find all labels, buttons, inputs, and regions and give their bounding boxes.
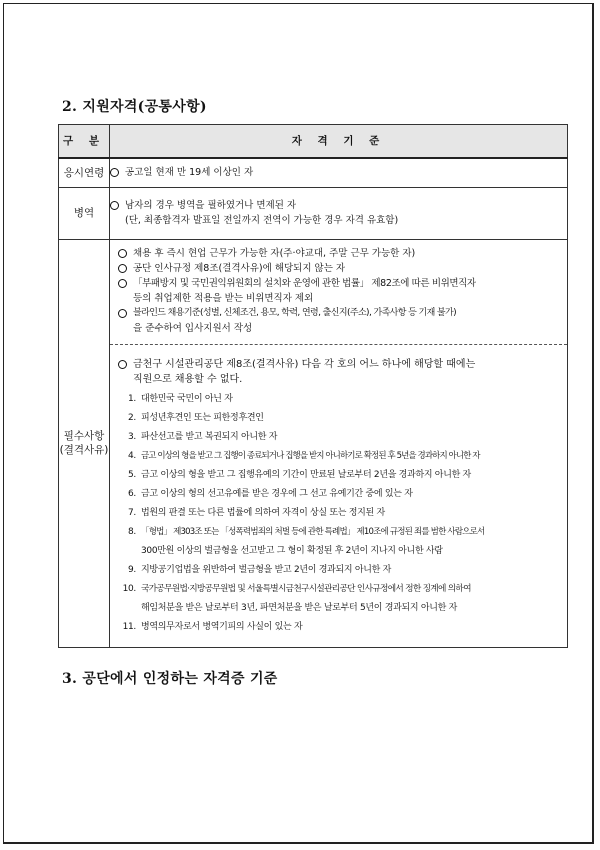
qualification-table	[58, 124, 568, 648]
disq-intro	[118, 357, 561, 372]
disq-num: 9.	[128, 564, 136, 575]
category-required-line2: (결격사유)	[59, 444, 109, 456]
disq-text: 금고 이상의 형의 선고유예를 받은 경우에 그 선고 유예기간 중에 있는 자	[141, 488, 413, 499]
category-required	[59, 239, 110, 647]
military-note: (단, 최종합격자 발표일 전일까지 전역이 가능한 경우 자격 유효함)	[125, 215, 399, 226]
disq-text: 지방공기업법을 위반하여 벌금형을 받고 2년이 경과되지 아니한 자	[141, 564, 391, 575]
section-3-title: 3. 공단에서 인정하는 자격증 기준	[62, 671, 278, 687]
disq-num: 11.	[122, 621, 136, 632]
required-bullet-text: 「부패방지 및 국민권익위원회의 설치와 운영에 관한 법률」 제82조에 따른 비위면직자	[133, 277, 476, 289]
disq-item	[118, 466, 561, 485]
disq-text: 파산선고를 받고 복권되지 아니한 자	[141, 431, 278, 442]
disq-text: 「형법」 제303조 또는 「성폭력범죄의 처벌 등에 관한 특례법」 제10조에 규정된 죄를 범한 사람으로서	[141, 526, 485, 537]
disq-intro-text: 금천구 시설관리공단 제8조(결격사유) 다음 각 호의 어느 하나에 해당할 때에는	[133, 358, 476, 370]
disq-item	[118, 580, 561, 599]
section-2-title: 2. 지원자격(공통사항)	[62, 99, 207, 115]
circle-bullet-icon	[118, 249, 127, 258]
disq-text: 금고 이상의 형을 받고 그 집행유예의 기간이 만료된 날로부터 2년을 경과하지 아니한 자	[141, 469, 471, 480]
category-required-line1: 필수사항	[63, 430, 105, 442]
disq-text: 피성년후견인 또는 피한정후견인	[141, 412, 264, 423]
criteria-age	[110, 158, 568, 187]
disq-text: 법원의 판결 또는 다른 법률에 의하여 자격이 상실 또는 정지된 자	[141, 507, 385, 518]
disq-text-cont: 300만원 이상의 벌금형을 선고받고 그 형이 확정된 후 2년이 지나지 아니한 사람	[141, 545, 443, 556]
required-bullet-cont: 등의 취업제한 적용을 받는 비위면직자 제외	[133, 292, 314, 304]
disq-text: 대한민국 국민이 아닌 자	[141, 393, 233, 404]
row-military	[59, 187, 568, 239]
disqualification-block	[110, 344, 567, 647]
row-age	[59, 158, 568, 187]
disq-item	[118, 561, 561, 580]
required-bullet-text: 블라인드 채용기준(성별, 신체조건, 용모, 학력, 연령, 출신지(주소), 가족사항 등 기재 불가)	[133, 307, 457, 318]
table-header-row	[59, 125, 568, 159]
disq-item	[118, 618, 561, 637]
circle-bullet-icon	[118, 309, 127, 318]
criteria-required	[110, 239, 568, 647]
disq-item	[118, 485, 561, 504]
disq-item	[118, 504, 561, 523]
circle-bullet-icon	[118, 279, 127, 288]
disq-item	[118, 447, 561, 466]
disq-num: 2.	[128, 412, 136, 423]
disq-num: 6.	[128, 488, 136, 499]
required-bullet-cont: 을 준수하여 입사지원서 작성	[133, 322, 253, 334]
criteria-military	[110, 187, 568, 239]
row-required	[59, 239, 568, 647]
circle-bullet-icon	[118, 264, 127, 273]
list-item	[110, 165, 567, 180]
disq-intro-cont: 직원으로 채용할 수 없다.	[133, 373, 243, 385]
disq-num: 10.	[122, 583, 136, 594]
circle-bullet-icon	[110, 201, 119, 210]
header-category: 구 분	[59, 125, 110, 159]
disq-num: 8.	[128, 526, 136, 537]
disq-num: 7.	[128, 507, 136, 518]
disq-num: 4.	[128, 450, 136, 461]
disq-num: 5.	[128, 469, 136, 480]
disq-num: 1.	[128, 393, 136, 404]
category-military: 병역	[59, 187, 110, 239]
disq-text: 병역의무자로서 병역기피의 사실이 있는 자	[141, 621, 303, 632]
required-bullet-text: 공단 인사규정 제8조(결격사유)에 해당되지 않는 자	[133, 262, 346, 274]
disq-text-cont: 해임처분을 받은 날로부터 3년, 파면처분을 받은 날로부터 5년이 경과되지 아니한 자	[141, 602, 458, 613]
disq-item	[118, 523, 561, 542]
list-item	[110, 198, 567, 213]
military-text: 남자의 경우 병역을 필하였거나 면제된 자	[125, 200, 297, 211]
header-criteria: 자 격 기 준	[110, 125, 568, 159]
list-item	[118, 306, 561, 321]
disq-item	[118, 428, 561, 447]
age-text: 공고일 현재 만 19세 이상인 자	[125, 167, 254, 179]
disq-item	[118, 409, 561, 428]
disq-text: 금고 이상의 형을 받고 그 집행이 종료되거나 집행을 받지 아니하기로 확정된 후 5년을 경과하지 아니한 자	[141, 450, 480, 461]
category-age: 응시연령	[59, 158, 110, 187]
disq-text: 국가공무원법·지방공무원법 및 서울특별시금천구시설관리공단 인사규정에서 정한 징계에 의하여	[141, 583, 471, 594]
disq-item	[118, 390, 561, 409]
required-bullets	[110, 240, 567, 344]
circle-bullet-icon	[110, 168, 119, 177]
required-bullet-text: 채용 후 즉시 현업 근무가 가능한 자(주·야교대, 주말 근무 가능한 자)	[133, 247, 416, 259]
list-item	[118, 276, 561, 291]
list-item	[118, 261, 561, 276]
list-item	[118, 246, 561, 261]
disq-num: 3.	[128, 431, 136, 442]
circle-bullet-icon	[118, 360, 127, 369]
